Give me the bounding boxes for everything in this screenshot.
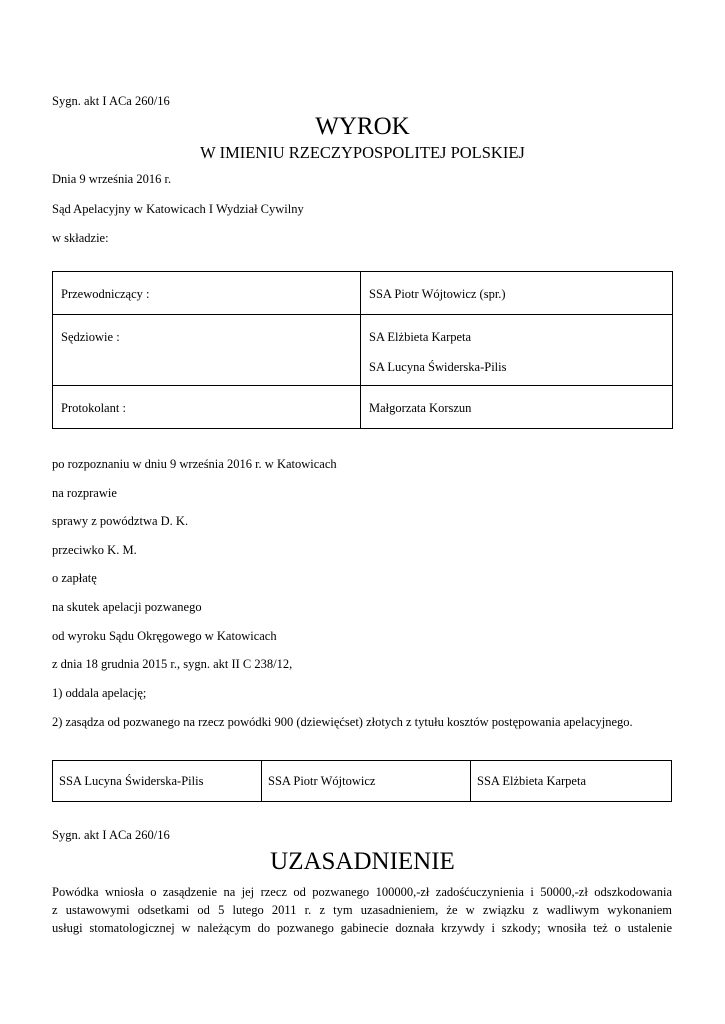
body-line: o zapłatę [52, 571, 97, 585]
clerk-name: Małgorzata Korszun [369, 401, 472, 415]
presiding-value-cell [361, 272, 673, 315]
body-line: sprawy z powództwa D. K. [52, 514, 189, 528]
clerk-label: Protokolant : [61, 401, 126, 415]
body-line: od wyroku Sądu Okręgowego w Katowicach [52, 629, 277, 643]
body-line: z dnia 18 grudnia 2015 r., sygn. akt II C 238/12, [52, 657, 293, 671]
case-signature-top: Sygn. akt I ACa 260/16 [52, 94, 170, 108]
table-row [53, 761, 672, 802]
presiding-label: Przewodniczący : [61, 287, 150, 301]
body-line: na skutek apelacji pozwanego [52, 600, 202, 614]
judges-value-cell [361, 315, 673, 386]
signer-cell [471, 761, 672, 802]
judgment-date: Dnia 9 września 2016 r. [52, 172, 172, 186]
signer-name: SSA Elżbieta Karpeta [477, 774, 586, 788]
presiding-label-cell [53, 272, 361, 315]
signer-name: SSA Piotr Wójtowicz [268, 774, 376, 788]
bench-table [52, 271, 673, 429]
judge-name: SA Elżbieta Karpeta [369, 330, 472, 344]
presiding-judge: SSA Piotr Wójtowicz (spr.) [369, 287, 506, 301]
justification-title: UZASADNIENIE [270, 848, 455, 875]
clerk-label-cell [53, 386, 361, 429]
judges-label-cell [53, 315, 361, 386]
justification-paragraph [52, 883, 672, 937]
paragraph-line: usługi stomatologicznej w należącym do pozwanego gabinecie doznała krzywdy i szkody; wnosiła też o ustalenie [52, 921, 672, 935]
judgment-subtitle: W IMIENIU RZECZYPOSPOLITEJ POLSKIEJ [200, 143, 525, 162]
paragraph-line: Powódka wniosła o zasądzenie na jej rzecz od pozwanego 100000,-zł zadośćuczynienia i 50000,-zł odszkodowania [52, 885, 672, 899]
signer-name: SSA Lucyna Świderska-Pilis [59, 774, 204, 788]
table-row [53, 272, 673, 315]
table-row [53, 315, 673, 386]
court-name: Sąd Apelacyjny w Katowicach I Wydział Cywilny [52, 202, 304, 216]
signer-cell [262, 761, 471, 802]
clerk-value-cell [361, 386, 673, 429]
body-line: po rozpoznaniu w dniu 9 września 2016 r. w Katowicach [52, 457, 337, 471]
paragraph-line: z ustawowymi odsetkami od 5 lutego 2011 r. z tym uzasadnieniem, że w związku z wadliwym wykonaniem [52, 903, 672, 917]
judges-label: Sędziowie : [61, 330, 120, 344]
ruling-point-2: 2) zasądza od pozwanego na rzecz powódki 900 (dziewięćset) złotych z tytułu kosztów postępowania apelacyjnego. [52, 715, 633, 729]
ruling-point-1: 1) oddala apelację; [52, 686, 147, 700]
body-line: na rozprawie [52, 486, 117, 500]
signers-table [52, 760, 672, 802]
judgment-title: WYROK [315, 113, 410, 140]
judge-name: SA Lucyna Świderska-Pilis [369, 360, 507, 374]
composition-label: w składzie: [52, 231, 109, 245]
case-signature-justification: Sygn. akt I ACa 260/16 [52, 828, 170, 842]
signer-cell [53, 761, 262, 802]
body-line: przeciwko K. M. [52, 543, 137, 557]
table-row [53, 386, 673, 429]
